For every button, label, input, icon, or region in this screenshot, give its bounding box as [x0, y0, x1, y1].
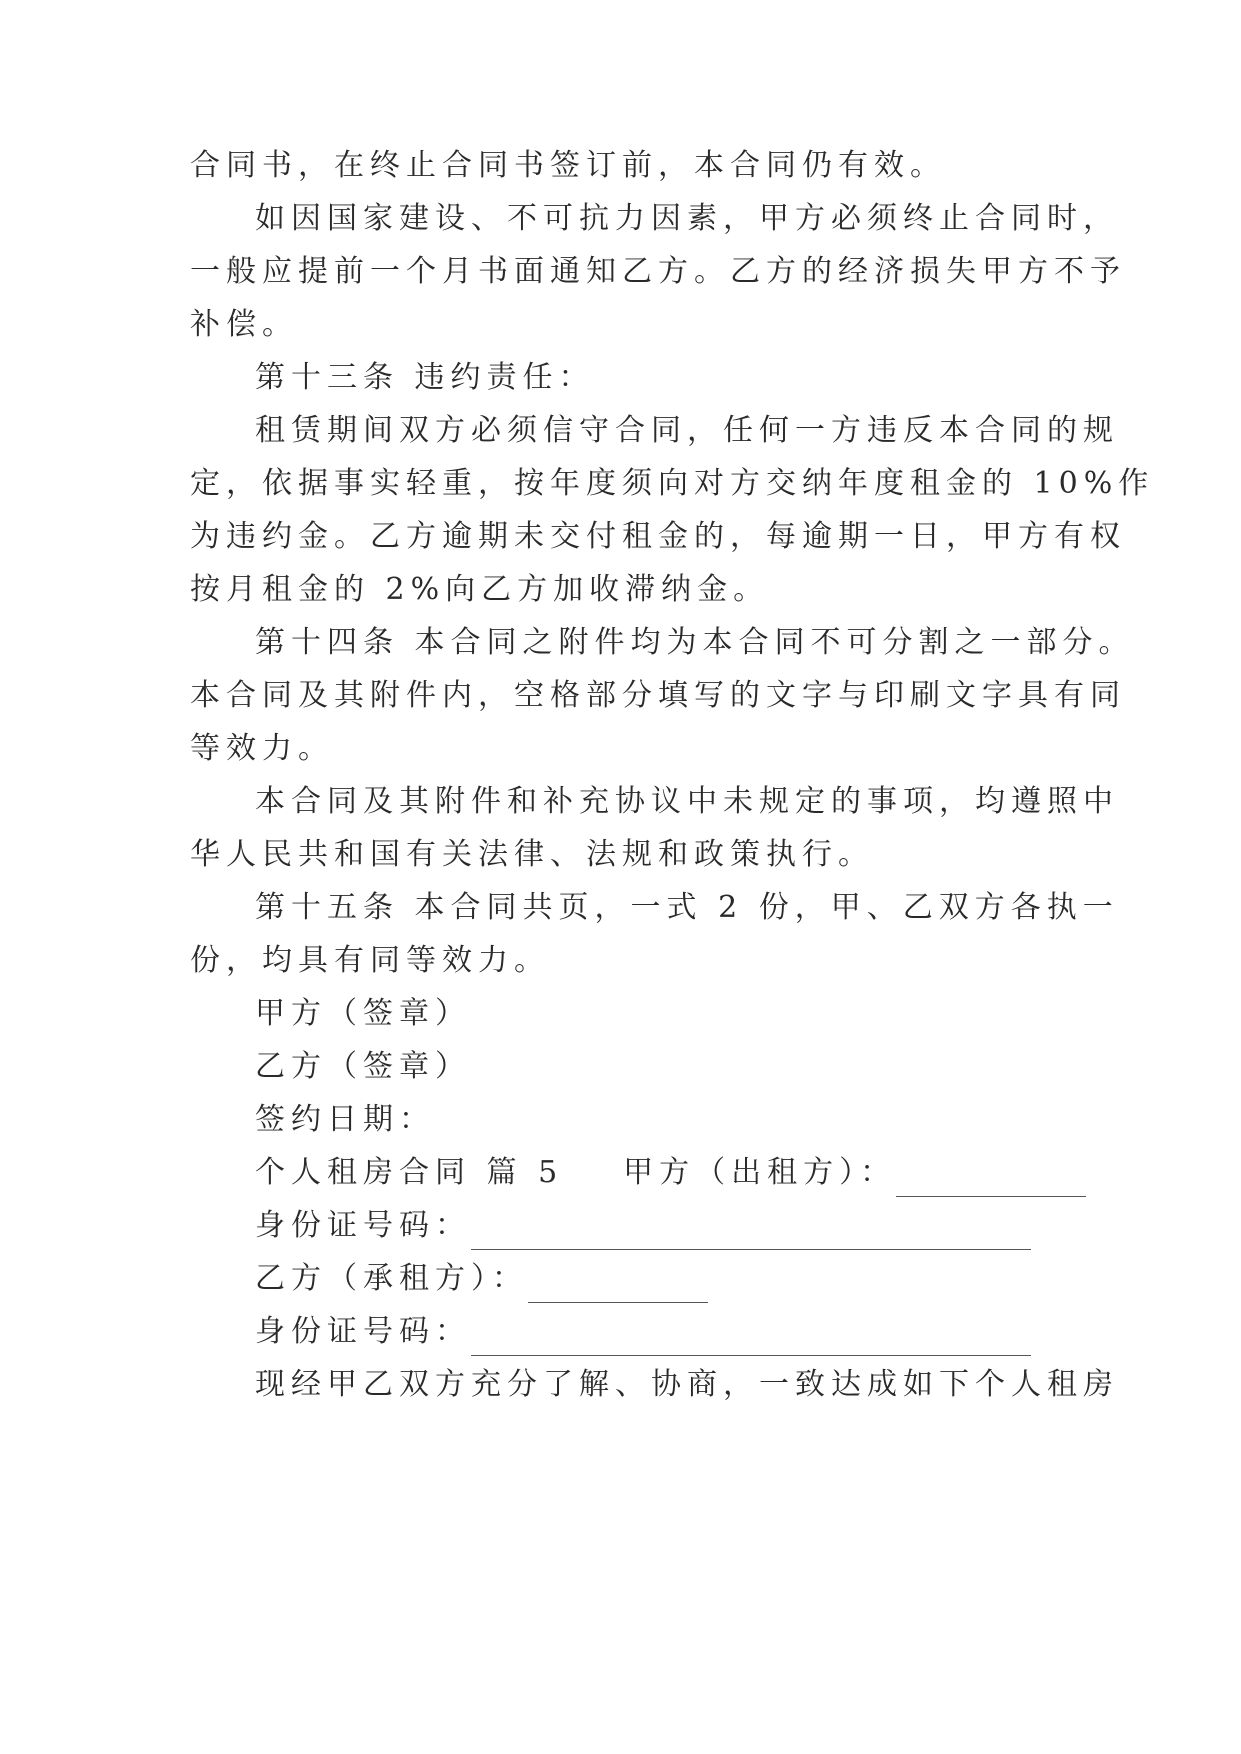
text-line: 等效力。 [190, 731, 334, 766]
article-heading: 第十五条 本合同共页，一式 2 份，甲、乙双方各执一 [255, 890, 1119, 925]
text-line: 份，均具有同等效力。 [190, 943, 550, 978]
lessor-label: 甲方（出租方）： [623, 1155, 897, 1190]
signature-party-a: 甲方（签章） [255, 996, 471, 1031]
id-number-line-2 [255, 1304, 1031, 1360]
text-line: 本合同及其附件和补充协议中未规定的事项，均遵照中 [255, 784, 1119, 819]
signature-party-b: 乙方（签章） [255, 1049, 471, 1084]
section5-title: 个人租房合同 篇 5 [255, 1155, 564, 1190]
text-line: 如因国家建设、不可抗力因素，甲方必须终止合同时， [255, 201, 1119, 236]
id-number-label: 身份证号码： [255, 1208, 471, 1243]
id-number-line-1 [255, 1198, 1031, 1254]
id-number-label: 身份证号码： [255, 1314, 471, 1349]
closing-line: 现经甲乙双方充分了解、协商，一致达成如下个人租房 [255, 1367, 1119, 1402]
lessor-blank[interactable] [896, 1145, 1086, 1201]
signing-date-label: 签约日期： [255, 1102, 435, 1137]
text-line: 本合同及其附件内，空格部分填写的文字与印刷文字具有同 [190, 678, 1126, 713]
text-line: 为违约金。乙方逾期未交付租金的，每逾期一日，甲方有权 [190, 519, 1126, 554]
id-number-blank-2[interactable] [471, 1304, 1031, 1360]
lessee-label: 乙方（承租方）： [255, 1261, 528, 1296]
text-line: 按月租金的 2%向乙方加收滞纳金。 [190, 572, 770, 607]
lessee-blank[interactable] [528, 1251, 708, 1307]
text-line: 华人民共和国有关法律、法规和政策执行。 [190, 837, 874, 872]
lessee-line [255, 1251, 708, 1307]
text-line: 一般应提前一个月书面通知乙方。乙方的经济损失甲方不予 [190, 254, 1126, 289]
text-line: 补偿。 [190, 307, 298, 342]
text-line: 定，依据事实轻重，按年度须向对方交纳年度租金的 10%作 [190, 466, 1155, 501]
id-number-blank-1[interactable] [471, 1198, 1031, 1254]
article-heading: 第十四条 本合同之附件均为本合同不可分割之一部分。 [255, 625, 1135, 660]
text-line: 租赁期间双方必须信守合同，任何一方违反本合同的规 [255, 413, 1119, 448]
text-line: 合同书，在终止合同书签订前，本合同仍有效。 [190, 148, 946, 183]
section5-header-line [255, 1145, 1086, 1201]
article-heading: 第十三条 违约责任： [255, 360, 595, 395]
